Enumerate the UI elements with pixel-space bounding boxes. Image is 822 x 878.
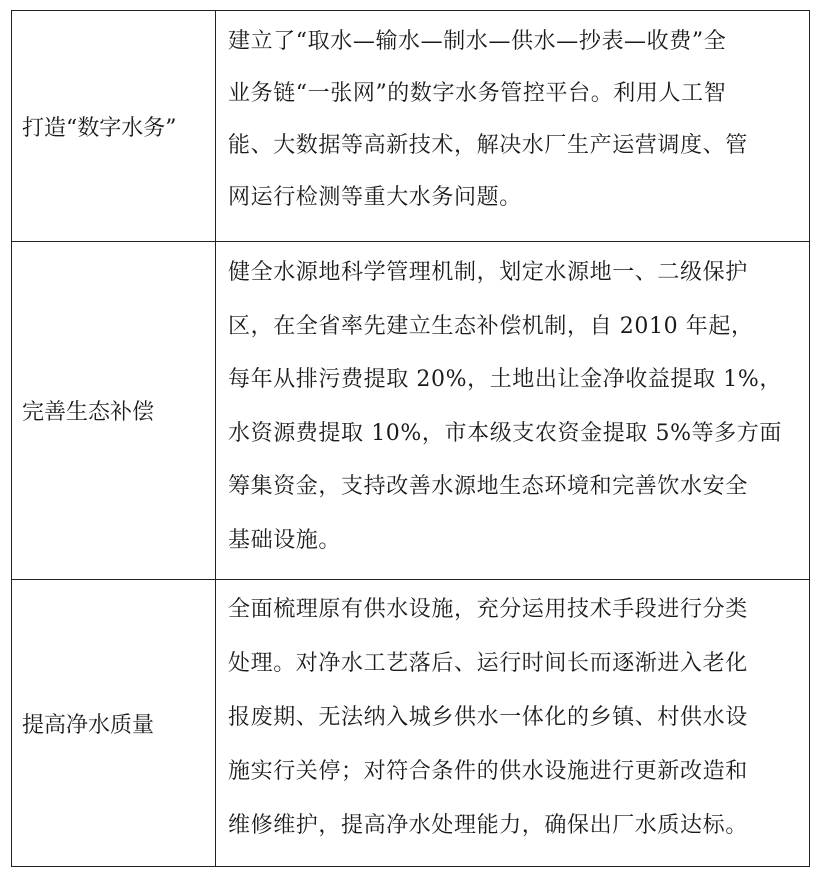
- text-line: 处理。对净水工艺落后、运行时间长而逐渐进入老化: [228, 651, 748, 676]
- measures-table: [11, 10, 810, 867]
- text-line: 能、大数据等高新技术，解决水厂生产运营调度、管: [228, 133, 748, 158]
- text-line: 健全水源地科学管理机制，划定水源地一、二级保护: [228, 260, 748, 285]
- text-line: 基础设施。: [228, 527, 342, 553]
- row-label: 提高净水质量: [12, 580, 216, 866]
- row-label: 完善生态补偿: [12, 242, 216, 579]
- text-line: 区，在全省率先建立生态补偿机制，自 2010 年起，: [228, 313, 754, 339]
- table-row: [12, 11, 809, 242]
- text-line: 每年从排污费提取 20%，土地出让金净收益提取 1%，: [228, 367, 782, 392]
- row-description: [216, 242, 809, 579]
- text-line: 建立了“取水—输水—制水—供水—抄表—收费”全: [228, 29, 727, 54]
- text-line: 报废期、无法纳入城乡供水一体化的乡镇、村供水设: [228, 705, 748, 730]
- text-line: 全面梳理原有供水设施，充分运用技术手段进行分类: [228, 597, 748, 622]
- text-line: 施实行关停；对符合条件的供水设施进行更新改造和: [228, 759, 748, 784]
- text-line: 筹集资金，支持改善水源地生态环境和完善饮水安全: [228, 474, 748, 499]
- table-row: [12, 242, 809, 580]
- row-description: [216, 11, 809, 241]
- table-row: [12, 580, 809, 866]
- text-line: 网运行检测等重大水务问题。: [228, 185, 522, 210]
- text-line: 水资源费提取 10%，市本级支农资金提取 5%等多方面: [228, 420, 782, 446]
- row-description: [216, 580, 809, 866]
- row-label: 打造“数字水务”: [12, 11, 216, 241]
- text-line: 维修维护，提高净水处理能力，确保出厂水质达标。: [228, 813, 748, 838]
- text-line: 业务链“一张网”的数字水务管控平台。利用人工智: [228, 81, 727, 106]
